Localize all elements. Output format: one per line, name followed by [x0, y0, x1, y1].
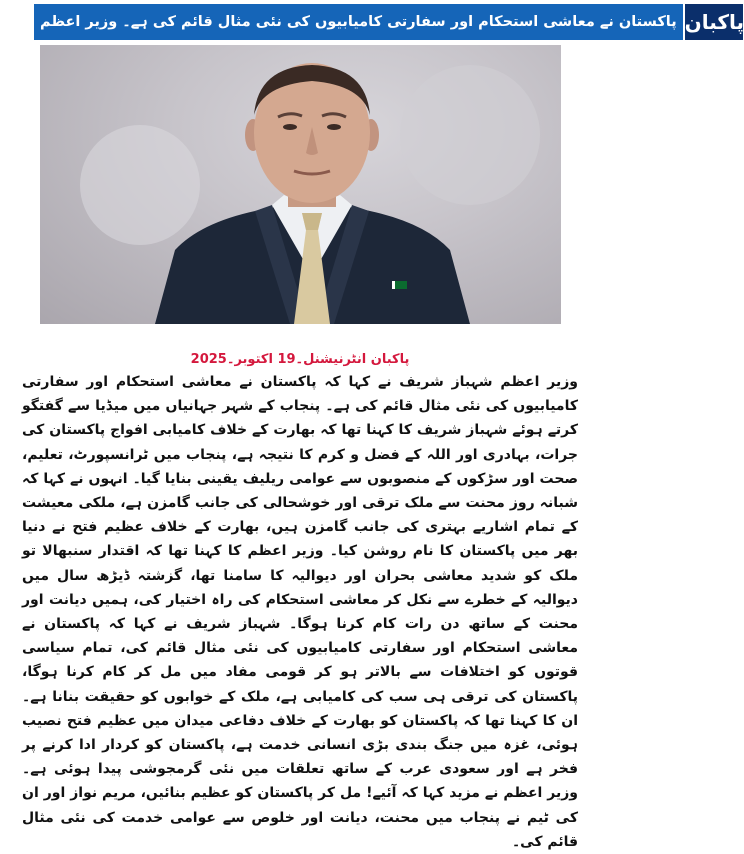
article-dateline: پاکبان انٹرنیشنل۔19 اکتوبر۔2025	[190, 352, 410, 367]
news-header-bar	[34, 4, 744, 40]
portrait-photo-icon	[40, 45, 561, 324]
brand-logo: پاکبان	[685, 4, 743, 40]
article-body	[22, 370, 578, 854]
article-photo	[40, 45, 561, 324]
headline-text: پاکستان نے معاشی استحکام اور سفارتی کامیابیوں کی نئی مثال قائم کی ہے۔ وزیر اعظم	[34, 4, 685, 40]
article-paragraph: وزیر اعظم شہباز شریف نے کہا کہ پاکستان نے معاشی استحکام اور سفارتی کامیابیوں کی نئی مثال قائم کی ہے۔ پنجاب کے شہر جہانیاں میں میڈیا سے گفتگو کرتے ہوئے شہباز شریف کا کہنا تھا کہ بھارت کے خلاف کامیابی افواج پاکستان کی جرات، بہادری اور اللہ کے فضل و کرم کا نتیجہ ہے، پنجاب میں ٹرانسپورٹ، تعلیم، صحت اور سڑکوں کے منصوبوں سے عوامی ریلیف یقینی بنایا گیا۔ انہوں نے کہا کہ شبانہ روز محنت سے ملک ترقی اور خوشحالی کی جانب گامزن ہے، ملکی معیشت کے تمام اشاریے بہتری کی جانب گامزن ہیں، بھارت کے خلاف عظیم فتح نے دنیا بھر میں پاکستان کا نام روشن کیا۔ وزیر اعظم کا کہنا تھا کہ اقتدار سنبھالا تو ملک کو شدید معاشی بحران اور دیوالیہ کا سامنا تھا، گزشتہ ڈیڑھ سال میں دیوالیہ کے خطرے سے نکل کر معاشی استحکام کی راہ اختیار کی، ہمیں دیانت اور محنت کے ساتھ دن رات کام کرنا ہوگا۔ شہباز شریف نے کہا کہ پاکستان نے معاشی استحکام اور سفارتی کامیابیوں کی نئی مثال قائم کی، تمام سیاسی قوتوں کو اختلافات سے بالاتر ہو کر قومی مفاد میں مل کر کام کرنا ہوگا، پاکستان کی ترقی ہی سب کی کامیابی ہے، ملک کے خوابوں کو حقیقت بنانا ہے۔ ان کا کہنا تھا کہ پاکستان کو بھارت کے خلاف دفاعی میدان میں عظیم فتح نصیب ہوئی، غزہ میں جنگ بندی بڑی انسانی خدمت ہے، پاکستان کو کردار ادا کرنے پر فخر ہے اور سعودی عرب کے ساتھ تعلقات میں نئی گرمجوشی پیدا ہوئی ہے۔ وزیر اعظم نے مزید کہا کہ آئیے! مل کر پاکستان کو عظیم بنائیں، مریم نواز اور ان کی ٹیم نے پنجاب میں محنت، دیانت اور خلوص سے عوامی خدمت کی نئی مثال قائم کی۔	[22, 374, 578, 850]
